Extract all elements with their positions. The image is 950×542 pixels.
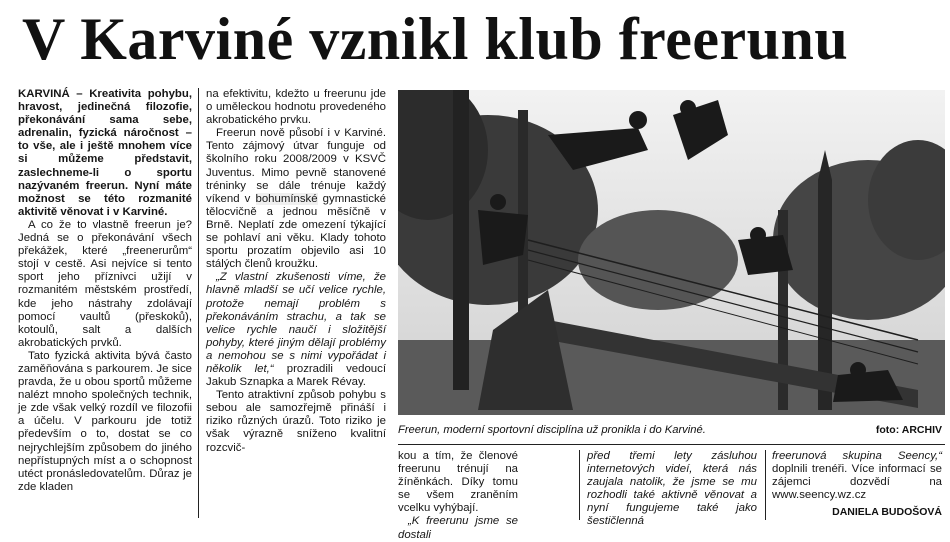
paragraph: Tento atraktivní způsob pohybu s sebou ale samozřejmě přináší i riziko různých úrazů. Toto riziko je však výrazně sníženo kvalitní rozcvič- — [206, 389, 386, 454]
photo-caption: Freerun, moderní sportovní disciplína už pronikla i do Karviné. — [398, 424, 706, 436]
article-column-5 — [772, 450, 942, 502]
freerun-photo-illustration — [398, 90, 945, 415]
lead-paragraph: KARVINÁ – Kreativita pohybu, hravost, jedinečná filozofie, překonávání sama sebe, adrenalin, fyzická náročnost – to vše, ale i ještě mnohem více si můžeme představit, zaslechneme-li o sportu nazývaném freerun. Nyní máte možnost se této rozmanité aktivitě věnovat i v Karviné. — [18, 88, 192, 218]
article-column-1 — [18, 88, 192, 494]
article-column-4 — [587, 450, 757, 529]
column-rule — [198, 88, 199, 518]
paragraph — [206, 271, 386, 389]
article-column-3 — [398, 450, 518, 542]
paragraph — [772, 450, 942, 502]
photo-credit: foto: ARCHIV — [875, 424, 942, 436]
column-rule — [579, 450, 580, 520]
quote: „K freerunu jsme se dostali — [398, 515, 518, 541]
paragraph: A co že to vlastně freerun je? Jedná se o překonávání všech překážek, které „freenerurům“ stojí v cestě. Asi nejvíce si tento sport jeho příznivci užijí v rozmanitém městském prostředí, kde jeho nástrahy zdolávají pomocí vaultů (přeskoků), kotoulů, salt a dalších akrobatických prvků. — [18, 218, 192, 349]
text-run: gymnastické tělocvičně a jednou měsíčně v Brně. Neplatí zde omezení týkající se pohlaví ani věku. Klady tohoto sportu prozatím objevilo asi 10 stálých členů kroužku. — [206, 192, 386, 271]
quote: freerunová skupina Seency,“ — [772, 450, 942, 462]
column-rule — [398, 444, 945, 445]
paragraph: kou a tím, že členové freerunu trénují na žíněnkách. Díky tomu se všem zraněním vcelku vyhýbají. — [398, 450, 518, 515]
author-byline: DANIELA BUDOŠOVÁ — [832, 506, 942, 518]
article-photo — [398, 90, 945, 415]
text-run: prozradili vedoucí Jakub Sznapka a Marek Révay. — [206, 362, 386, 389]
text-run: Freerun nově působí i v Karviné. Tento zájmový útvar funguje od školního roku 2008/2009 v KSVČ Juventus. Mimo pevně stanovené tréninky se dále trénuje každý víkend v — [206, 127, 386, 205]
text-run: doplnili trenéři. Více informací se zájemci dozvědí na www.seency.wz.cz — [772, 463, 942, 502]
article-column-2 — [206, 88, 386, 455]
quote: před třemi lety zásluhou internetových videí, která nás zaujala natolik, že jsme se mu rozhodli také aktivně věnovat a nyní fungujeme také jako šestičlenná — [587, 450, 757, 528]
quote: „Z vlastní zkušenosti víme, že hlavně mladší se učí velice rychle, protože nemají problém s překonáváním strachu, a tak se velice rychle naučí i složitější pohyby, které jiným dělají problémy a nemohou se s nimi vypořádat i několik let,“ — [206, 271, 386, 375]
headline: V Karviné vznikl klub freerunu — [22, 6, 849, 72]
highlighted-word: bohumínské — [255, 192, 318, 205]
column-rule — [765, 450, 766, 520]
paragraph: na efektivitu, kdežto u freerunu jde o uměleckou hodnotu provedeného akrobatického prvku. — [206, 88, 386, 127]
paragraph — [206, 127, 386, 271]
paragraph: Tato fyzická aktivita bývá často zaměňována s parkourem. Je sice pravda, že u obou sportů můžeme nalézt mnoho společných technik, je zde však velký rozdíl ve filozofii a účelu. V parkouru jde totiž především o to, dostat se co nejrychlejším způsobem do jiného nepřístupných míst a o schopnost utéct pronásledovatelům. Důraz je zde kladen — [18, 349, 192, 493]
